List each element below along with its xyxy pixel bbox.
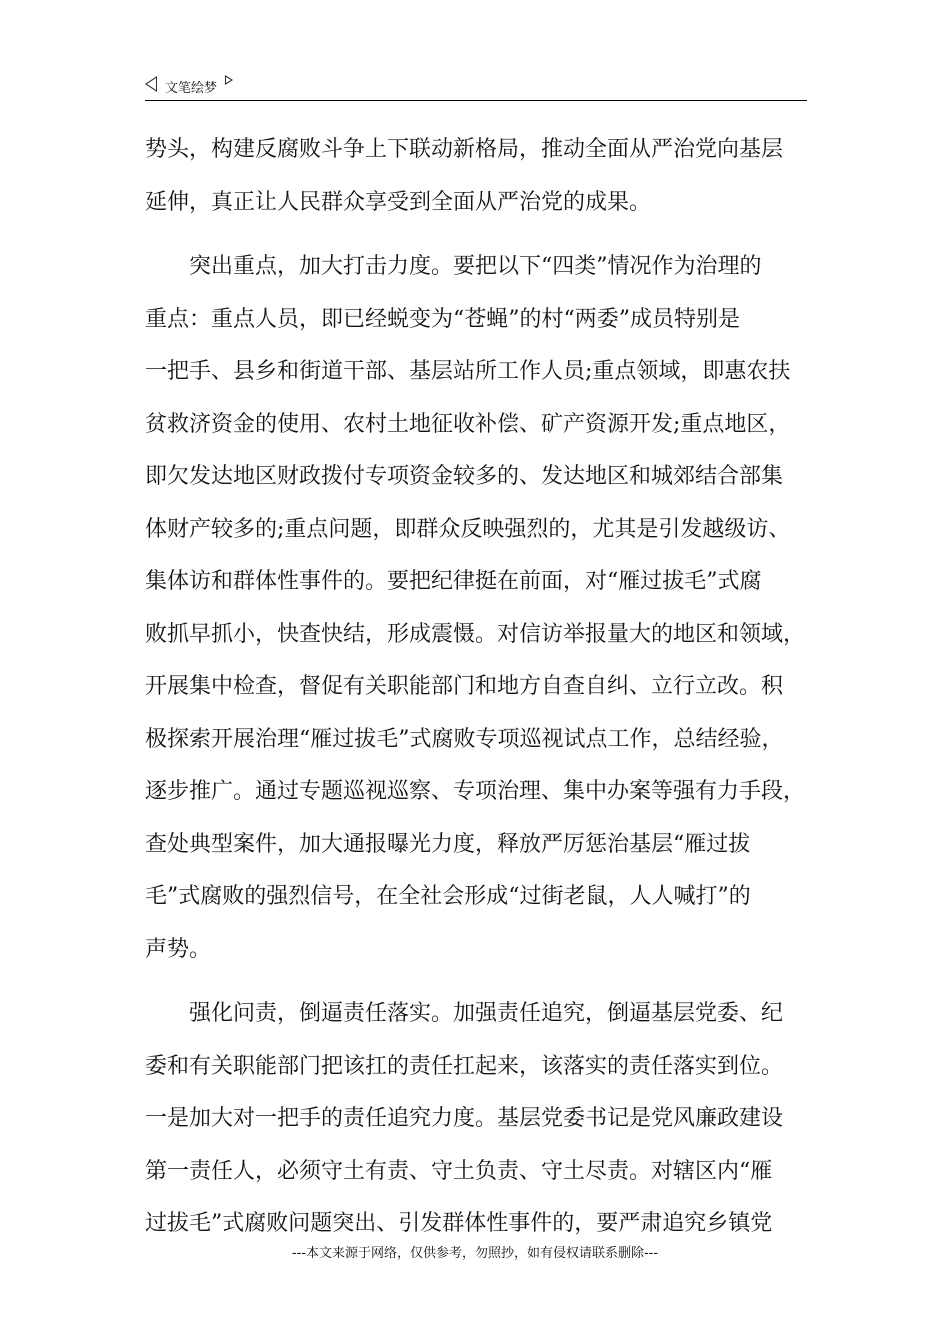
- paragraph-3: [145, 988, 810, 1251]
- text-line: 突出重点，加大打击力度。要把以下“四类”情况作为治理的: [189, 254, 762, 279]
- paragraph-2: [145, 241, 810, 976]
- text-line: 重点：重点人员，即已经蜕变为“苍蝇”的村“两委”成员特别是: [145, 306, 740, 332]
- text-line: 集体访和群体性事件的。要把纪律挺在前面，对“雁过拔毛”式腐: [145, 569, 762, 594]
- triangle-right-icon: [225, 75, 233, 85]
- paragraph-1: [145, 124, 810, 229]
- text-line: 开展集中检查，督促有关职能部门和地方自查自纠、立行立改。积: [145, 674, 784, 699]
- text-line: 声势。: [145, 936, 212, 962]
- text-line: 一把手、县乡和街道干部、基层站所工作人员;重点领域，即惠农扶: [145, 359, 791, 384]
- text-line: 即欠发达地区财政拨付专项资金较多的、发达地区和城郊结合部集: [145, 464, 784, 489]
- text-line: 毛”式腐败的强烈信号，在全社会形成“过街老鼠，人人喊打”的: [145, 884, 751, 909]
- text-line: 第一责任人，必须守土有责、守土负责、守土尽责。对辖区内“雁: [145, 1158, 773, 1184]
- text-line: 体财产较多的;重点问题，即群众反映强烈的，尤其是引发越级访、: [145, 516, 791, 542]
- text-line: 败抓早抓小，快查快结，形成震慑。对信访举报量大的地区和领域，: [145, 621, 806, 647]
- text-line: 势头，构建反腐败斗争上下联动新格局，推动全面从严治党向基层: [145, 137, 784, 162]
- text-line: 贫救济资金的使用、农村土地征收补偿、矿产资源开发;重点地区，: [145, 411, 791, 437]
- text-line: 逐步推广。通过专题巡视巡察、专项治理、集中办案等强有力手段，: [145, 779, 806, 804]
- text-line: 强化问责，倒逼责任落实。加强责任追究，倒逼基层党委、纪: [189, 1001, 784, 1026]
- page-header: [145, 70, 807, 101]
- text-line: 过拔毛”式腐败问题突出、引发群体性事件的，要严肃追究乡镇党: [145, 1211, 773, 1236]
- text-line: 委和有关职能部门把该扛的责任扛起来，该落实的责任落实到位。: [145, 1053, 784, 1079]
- footer-disclaimer: ---本文来源于网络，仅供参考，勿照抄，如有侵权请联系删除---: [291, 1246, 659, 1261]
- document-body: [145, 124, 810, 1251]
- text-line: 延伸，真正让人民群众享受到全面从严治党的成果。: [145, 189, 652, 215]
- header-title: 文笔绘梦: [165, 81, 218, 96]
- text-line: 一是加大对一把手的责任追究力度。基层党委书记是党风廉政建设: [145, 1106, 784, 1131]
- triangle-left-icon: [145, 76, 157, 92]
- text-line: 查处典型案件，加大通报曝光力度，释放严厉惩治基层“雁过拔: [145, 831, 751, 857]
- text-line: 极探索开展治理“雁过拔毛”式腐败专项巡视试点工作，总结经验，: [145, 726, 784, 752]
